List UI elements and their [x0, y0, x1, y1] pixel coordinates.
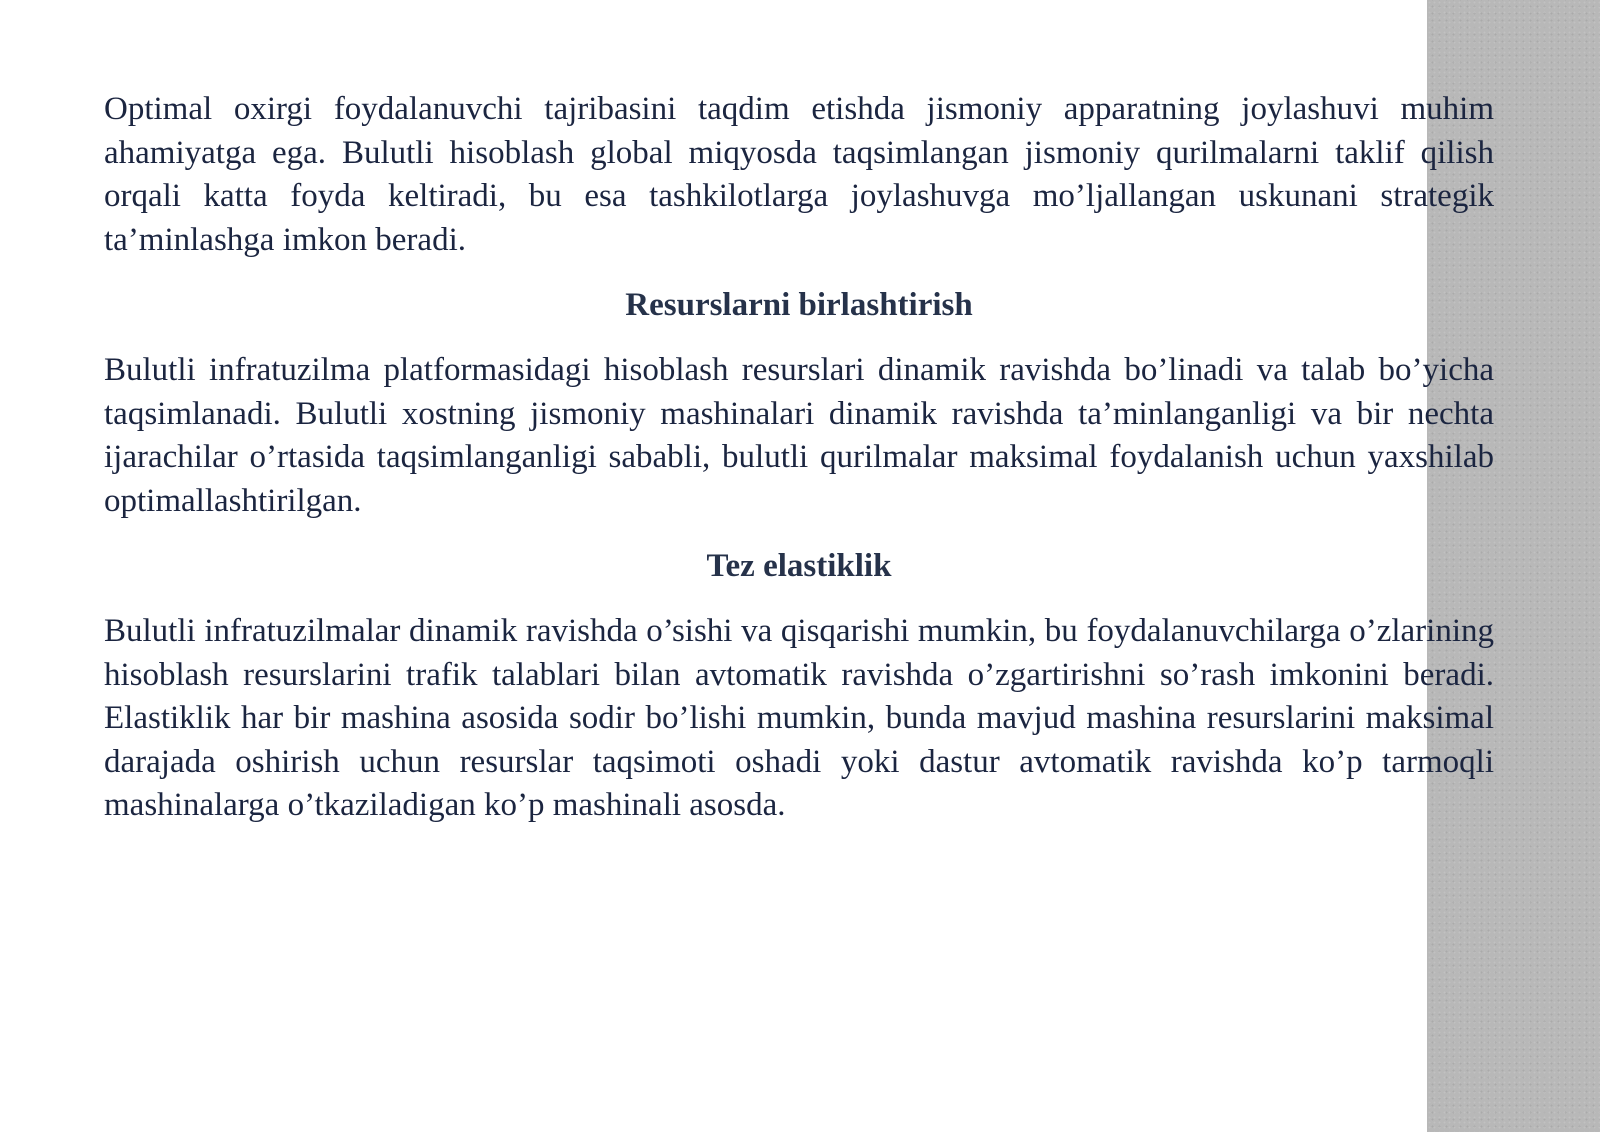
paragraph-resource-pooling: Bulutli infratuzilma platformasidagi hisoblash resurslari dinamik ravishda bo’linadi va talab bo’yicha taqsimlanadi. Bulutli xostning jismoniy mashinalari dinamik ravishda ta’minlanganligi va bir nechta ijarachilar o’rtasida taqsimlanganligi sababli, bulutli qurilmalar maksimal foydalanish uchun yaxshilab optimallashtirilgan.: [104, 352, 1494, 519]
paragraph-rapid-elasticity: Bulutli infratuzilmalar dinamik ravishda o’sishi va qisqarishi mumkin, bu foydalanuvchilarga o’zlarining hisoblash resurslarini trafik talablari bilan avtomatik ravishda o’zgartirishni so’rash imkonini beradi. Elastiklik har bir mashina asosida sodir bo’lishi mumkin, bunda mavjud mashina resurslarini maksimal darajada oshirish uchun resurslar taqsimoti oshadi yoki dastur avtomatik ravishda ko’p tarmoqli mashinalarga o’tkaziladigan ko’p mashinali asosda.: [104, 613, 1494, 823]
slide-content: [104, 88, 1494, 828]
paragraph-intro: Optimal oxirgi foydalanuvchi tajribasini taqdim etishda jismoniy apparatning joylashuvi muhim ahamiyatga ega. Bulutli hisoblash global miqyosda taqsimlangan jismoniy qurilmalarni taklif qilish orqali katta foyda keltiradi, bu esa tashkilotlarga joylashuvga mo’ljallangan uskunani strategik ta’minlashga imkon beradi.: [104, 91, 1494, 258]
heading-resource-pooling: Resurslarni birlashtirish: [625, 287, 973, 323]
heading-rapid-elasticity: Tez elastiklik: [706, 548, 892, 584]
